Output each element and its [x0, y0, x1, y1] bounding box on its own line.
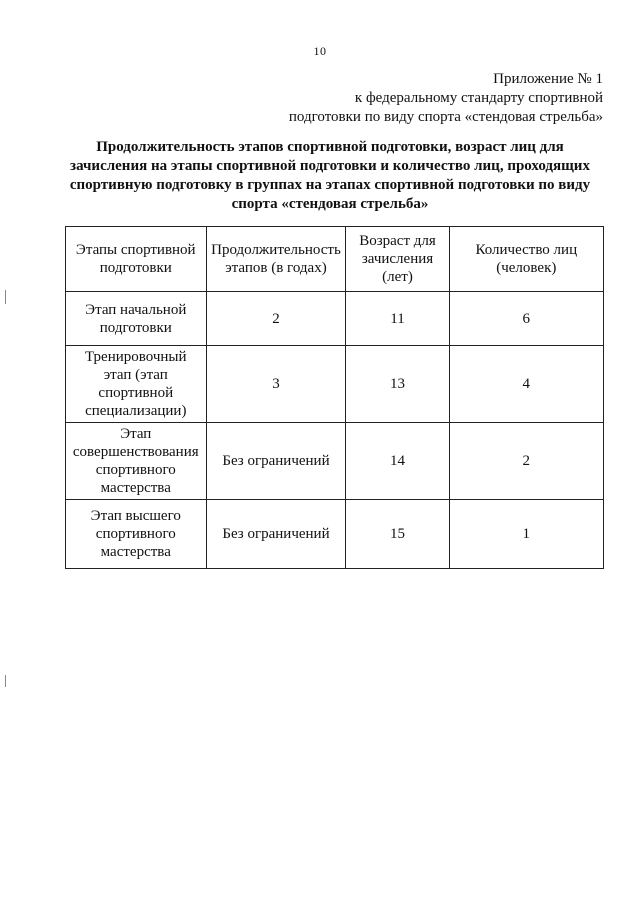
cell-age: 15: [346, 500, 449, 569]
header-count: Количество лиц (человек): [449, 227, 603, 292]
appendix-line-1: Приложение № 1: [493, 71, 603, 87]
title-line-4: спорта «стендовая стрельба»: [231, 196, 429, 212]
header-age: Возраст для зачисления (лет): [346, 227, 449, 292]
cell-stage: Этап высшего спортивного мастерства: [66, 500, 207, 569]
appendix-header: [243, 70, 603, 127]
scan-margin-mark: [5, 675, 6, 687]
cell-duration: 3: [206, 346, 346, 423]
table-row: [66, 500, 604, 569]
page-number: 10: [313, 44, 327, 58]
cell-duration: Без ограничений: [206, 500, 346, 569]
document-title: [60, 138, 600, 214]
cell-count: 4: [449, 346, 603, 423]
table-row: [66, 346, 604, 423]
cell-age: 11: [346, 292, 449, 346]
cell-duration: 2: [206, 292, 346, 346]
cell-duration: Без ограничений: [206, 423, 346, 500]
cell-count: 2: [449, 423, 603, 500]
cell-count: 1: [449, 500, 603, 569]
scan-margin-mark: [5, 290, 6, 304]
table-header-row: [66, 227, 604, 292]
title-line-3: спортивную подготовку в группах на этапах спортивной подготовки по виду: [69, 177, 591, 193]
cell-age: 14: [346, 423, 449, 500]
cell-stage: Этап совершенствования спортивного мастерства: [66, 423, 207, 500]
cell-count: 6: [449, 292, 603, 346]
cell-age: 13: [346, 346, 449, 423]
table-row: [66, 292, 604, 346]
table-row: [66, 423, 604, 500]
title-line-1: Продолжительность этапов спортивной подготовки, возраст лиц для: [96, 139, 564, 155]
training-stages-table: [65, 226, 604, 569]
cell-stage: Тренировочный этап (этап спортивной специализации): [66, 346, 207, 423]
header-duration: Продолжительность этапов (в годах): [206, 227, 346, 292]
appendix-line-3: подготовки по виду спорта «стендовая стрельба»: [288, 109, 603, 125]
cell-stage: Этап начальной подготовки: [66, 292, 207, 346]
title-line-2: зачисления на этапы спортивной подготовки и количество лиц, проходящих: [70, 158, 590, 174]
appendix-line-2: к федеральному стандарту спортивной: [354, 90, 603, 106]
header-stages: Этапы спортивной подготовки: [66, 227, 207, 292]
